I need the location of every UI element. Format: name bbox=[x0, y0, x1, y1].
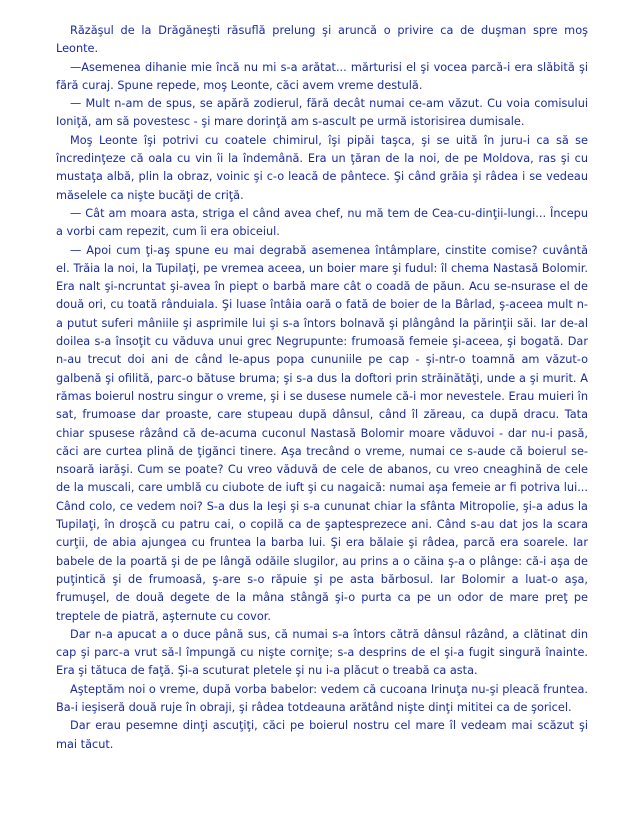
paragraph: —Asemenea dihanie mie încă nu mi s-a arătat... mărturisi el şi vocea parcă-i era slăbită şi fără curaj. Spune repede, moş Leonte, căci avem vreme destulă. bbox=[56, 60, 588, 92]
paragraph: — Apoi cum ţi-aş spune eu mai degrabă asemenea întâmplare, cinstite comise? cuvântă el. Trăia la noi, la Tupilaţi, pe vremea aceea, un boier mare şi fudul: îl chema Nastasă Bolomir. Era nalt şi-ncruntat şi-avea în piept o barbă mare cât o coadă de păun. Acu se-nsurase el de două ori, cu toată rânduiala. Şi luase întâia oară o fată de boier de la Bârlad, ş-aceea mult n-a putut suferi mâniile şi asprimile lui şi s-a întors bolnavă şi plângând la părinţii săi. Iar de-al doilea s-a însoţit cu văduva unui grec Negrupunte: frumoasă femeie şi-aceea, şi bogată. Dar n-au trecut doi ani de când le-apus popa cununiile pe cap - şi-ntr-o toamnă am văzut-o galbenă şi ofilită, parc-o bătuse bruma; şi s-a dus la doftori prin străinătăţi, unde a şi murit. A rămas boierul nostru singur o vreme, şi i se dusese numele că-i mor nevestele. Erau muieri în sat, frumoase dar proaste, care stupeau după dânsul, când îl zăreau, ca după dracu. Tata chiar spusese râzând că de-acuma cuconul Nastasă Bolomir moare văduvoi - dar nu-i pasă, căci are curtea plină de ţigănci tinere. Aşa trecând o vreme, numai ce s-aude că boierul se-nsoară iarăşi. Cum se poate? Cu vreo văduvă de cele de abanos, cu vreo cneaghină de cele de la muscali, care umblă cu ciubote de iuft şi cu nagaică: numai aşa femeie ar fi potriva lui... Când colo, ce vedem noi? S-a dus la Ieşi şi s-a cununat chiar la sfânta Mitropolie, şi-a adus la Tupilaţi, în droşcă cu patru cai, o copilă ca de şaptesprezece ani. Când s-au dat jos la scara curţii, de abia ajungea cu fruntea la barba lui. Şi era bălaie şi râdea, parcă era soarele. Iar babele de la poartă şi de pe lângă odăile slugilor, au prins a o căina ş-a o plânge: că-i aşa de puţintică şi de frumoasă, ş-are s-o răpuie şi pe asta bărbosul. Iar Bolomir a luat-o aşa, frumuşel, de două degete de la mâna stângă şi-o purta ca pe un odor de mare preţ pe treptele de piatră, aşternute cu covor. bbox=[56, 243, 588, 623]
paragraph: — Cât am moara asta, striga el când avea chef, nu mă tem de Cea-cu-dinţii-lungi... Începu a vorbi cam repezit, cum îi era obiceiul. bbox=[56, 206, 588, 239]
paragraph: Răzăşul de la Drăgăneşti răsuflă prelung şi aruncă o privire ca de duşman spre moş Leonte. bbox=[56, 24, 588, 56]
paragraph: Moş Leonte îşi potrivi cu coatele chimirul, îşi pipăi taşca, şi se uită în juru-i ca să se încredinţeze că oala cu vin îi la îndemână. Era un ţăran de la noi, de pe Moldova, ras şi cu mustaţa albă, plin la obraz, voinic şi c-o leacă de pântece. Şi când grăia şi râdea i se vedeau măselele ca nişte bucăţi de criţă. bbox=[56, 133, 588, 202]
paragraph: — Mult n-am de spus, se apără zodierul, fără decât numai ce-am văzut. Cu voia comisului Ioniţă, am să povestesc - şi mare dorinţă am s-ascult pe urmă istorisirea dumisale. bbox=[56, 97, 588, 129]
paragraph: Aşteptăm noi o vreme, după vorba babelor: vedem că cucoana Irinuţa nu-şi pleacă fruntea. Ba-i ieşiseră două ruje în obraji, şi râdea totdeauna arătând nişte dinţi mititei ca de şoricel. bbox=[56, 682, 588, 714]
paragraph: Dar n-a apucat a o duce până sus, că numai s-a întors cătră dânsul râzând, a clătinat din cap şi parc-a vrut să-l împungă cu nişte corniţe; s-a desprins de el şi-a fugit singură înainte. Era şi tătuca de faţă. Şi-a scuturat pletele şi nu i-a plăcut o treabă ca asta. bbox=[56, 627, 588, 678]
paragraph: Dar erau pesemne dinţi ascuţiţi, căci pe boierul nostru cel mare îl vedeam mai scăzut şi mai tăcut. bbox=[56, 719, 588, 751]
